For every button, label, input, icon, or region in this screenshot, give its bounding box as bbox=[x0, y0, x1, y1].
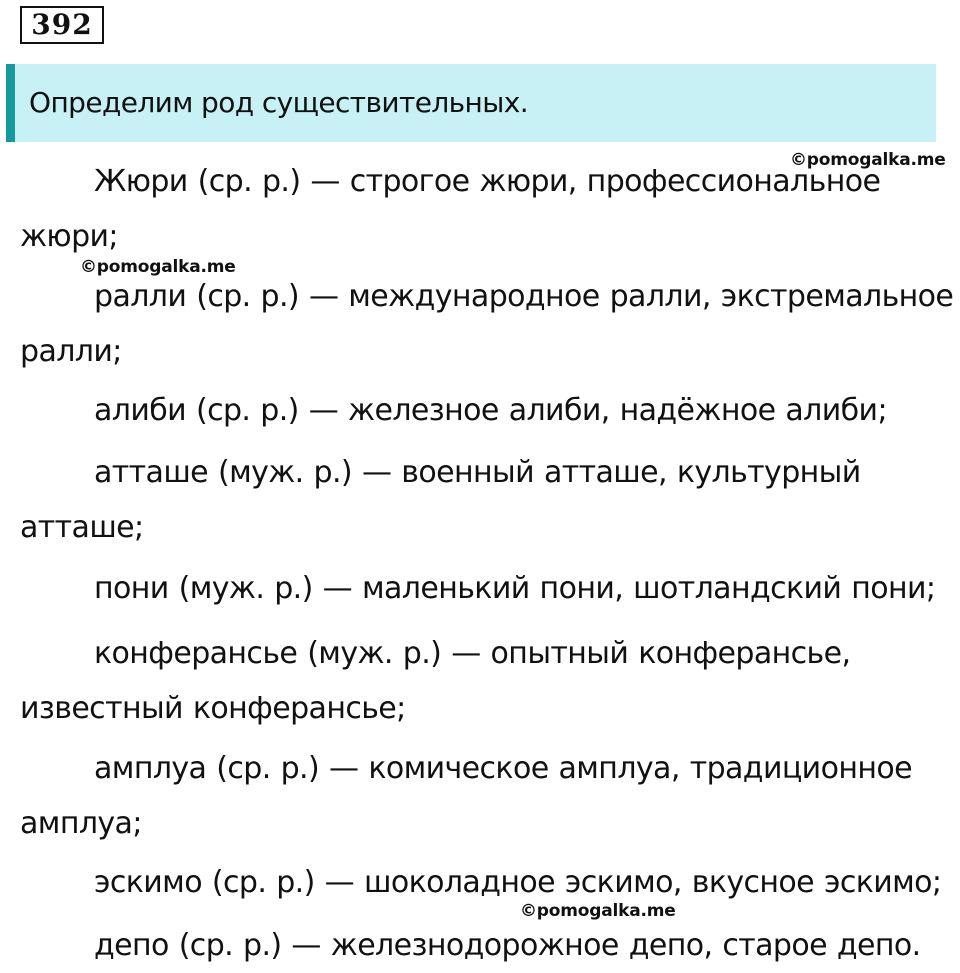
answer-item bbox=[20, 561, 955, 616]
answer-line: амплуа (ср. р.) — комическое амплуа, традиционное bbox=[94, 751, 912, 786]
answer-line: депо (ср. р.) — железнодорожное депо, старое депо. bbox=[94, 928, 921, 963]
answer-item bbox=[20, 445, 955, 555]
watermark: ©pomogalka.me bbox=[80, 257, 236, 277]
answer-line-continued: жюри; bbox=[20, 219, 118, 254]
answer-line: атташе (муж. р.) — военный атташе, культурный bbox=[94, 455, 861, 490]
answer-line: Жюри (ср. р.) — строгое жюри, профессиональное bbox=[94, 164, 881, 199]
answer-line-continued: ралли; bbox=[20, 334, 122, 369]
answer-line: ралли (ср. р.) — международное ралли, экстремальное bbox=[94, 279, 954, 314]
answer-line: пони (муж. р.) — маленький пони, шотландский пони; bbox=[94, 571, 936, 606]
answer-line: алиби (ср. р.) — железное алиби, надёжное алиби; bbox=[94, 393, 887, 428]
answer-line-continued: атташе; bbox=[20, 510, 144, 545]
answer-item bbox=[20, 154, 955, 264]
answer-line-continued: известный конферансье; bbox=[20, 691, 406, 726]
task-number: 392 bbox=[20, 6, 104, 44]
answer-item bbox=[20, 383, 955, 438]
watermark: ©pomogalka.me bbox=[790, 150, 946, 170]
answer-line: конферансье (муж. р.) — опытный конферансье, bbox=[94, 636, 851, 671]
header-text: Определим род существительных. bbox=[29, 86, 529, 119]
header-bar bbox=[6, 64, 936, 142]
answer-item bbox=[20, 855, 955, 910]
watermark: ©pomogalka.me bbox=[520, 901, 676, 921]
answer-item bbox=[20, 918, 955, 973]
answer-line-continued: амплуа; bbox=[20, 806, 142, 841]
answer-item bbox=[20, 741, 955, 851]
answer-item bbox=[20, 626, 955, 736]
answer-line: эскимо (ср. р.) — шоколадное эскимо, вкусное эскимо; bbox=[94, 865, 942, 900]
answer-item bbox=[20, 269, 955, 379]
